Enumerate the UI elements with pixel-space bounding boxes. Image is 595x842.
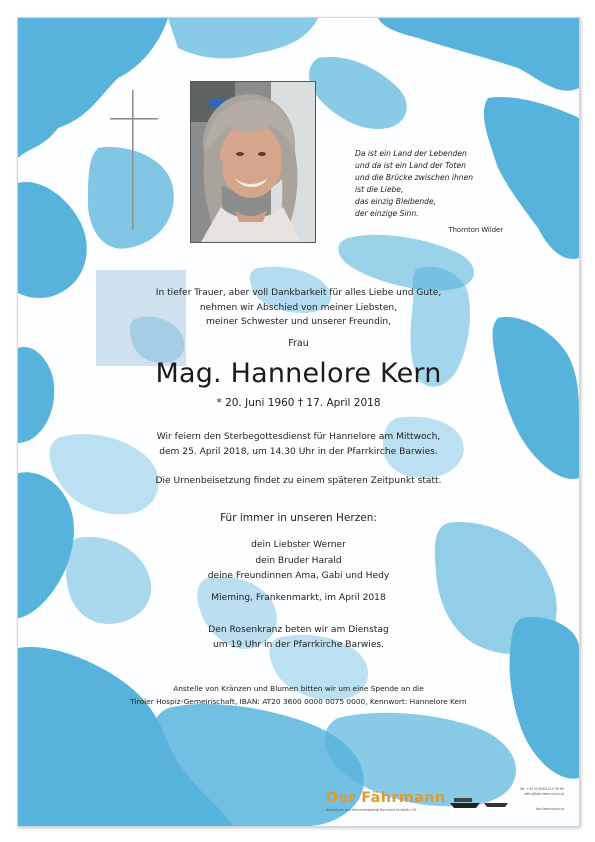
life-dates: * 20. Juni 1960 † 17. April 2018 (216, 397, 381, 409)
donation-line: Tiroler Hospiz-Gemeinschaft, IBAN: AT20 3600 0000 0075 0000, Kennwort: Hannelore Kern (130, 696, 467, 706)
intro-line: meiner Schwester und unserer Freundin, (205, 317, 392, 327)
service-line: dem 25. April 2018, um 14.30 Uhr in der Pfarrkirche Barwies. (159, 446, 438, 457)
quote-block (355, 148, 525, 236)
urn-info: Die Urnenbeisetzung findet zu einem späteren Zeitpunkt statt. (155, 476, 442, 486)
ferry-boat-icon (450, 796, 480, 810)
contact-line: Tel: +43 (0)5264 210 99 60 (520, 787, 564, 791)
title-word: Frau (288, 338, 309, 349)
rosary-info (18, 623, 579, 652)
contact-line: office@der-faehrmann.at (524, 792, 564, 796)
mourner-line: dein Liebster Werner (251, 540, 346, 550)
portrait-photo (190, 81, 316, 243)
contact-info (496, 787, 564, 797)
intro-line: In tiefer Trauer, aber voll Dankbarkeit für alles Liebe und Gute, (155, 288, 442, 298)
rosary-line: um 19 Uhr in der Pfarrkirche Barwies. (212, 639, 385, 650)
deceased-name: Mag. Hannelore Kern (155, 358, 442, 389)
quote-line: der einzige Sinn. (355, 209, 419, 218)
intro-text (18, 286, 579, 330)
quote-line: und da ist ein Land der Toten (355, 161, 466, 170)
quote-author: Thornton Wilder (448, 226, 503, 234)
quote-line: das einzig Bleibende, (355, 197, 437, 206)
intro-line: nehmen wir Abschied von meiner Liebsten, (199, 302, 398, 313)
mourner-line: dein Bruder Harald (255, 555, 342, 566)
service-info (18, 430, 579, 459)
latin-cross-icon (110, 90, 158, 230)
rosary-line: Den Rosenkranz beten wir am Dienstag (208, 625, 389, 635)
funeral-home-subtitle: Bestattung und Steinmetzbetrieb Bernhard Schöpfer OG (326, 808, 417, 812)
quote-line: und die Brücke zwischen ihnen (355, 173, 474, 182)
website: der-faehrmann.at (536, 807, 564, 811)
service-line: Wir feiern den Sterbegottesdienst für Hannelore am Mittwoch, (156, 432, 441, 442)
funeral-home-logo: Der Fährmann (326, 790, 446, 806)
mourners-list (18, 538, 579, 585)
quote-line: Da ist ein Land der Lebenden (355, 149, 467, 158)
donation-line: Anstelle von Kränzen und Blumen bitten wir um eine Spende an die (173, 684, 424, 693)
mourner-line: deine Freundinnen Ama, Gabi und Hedy (207, 571, 390, 581)
place-date: Mieming, Frankenmarkt, im April 2018 (211, 593, 386, 603)
mourners-heading: Für immer in unseren Herzen: (220, 512, 377, 524)
donation-info (18, 683, 579, 708)
obituary-card (17, 17, 580, 827)
quote-line: ist die Liebe, (355, 185, 404, 194)
